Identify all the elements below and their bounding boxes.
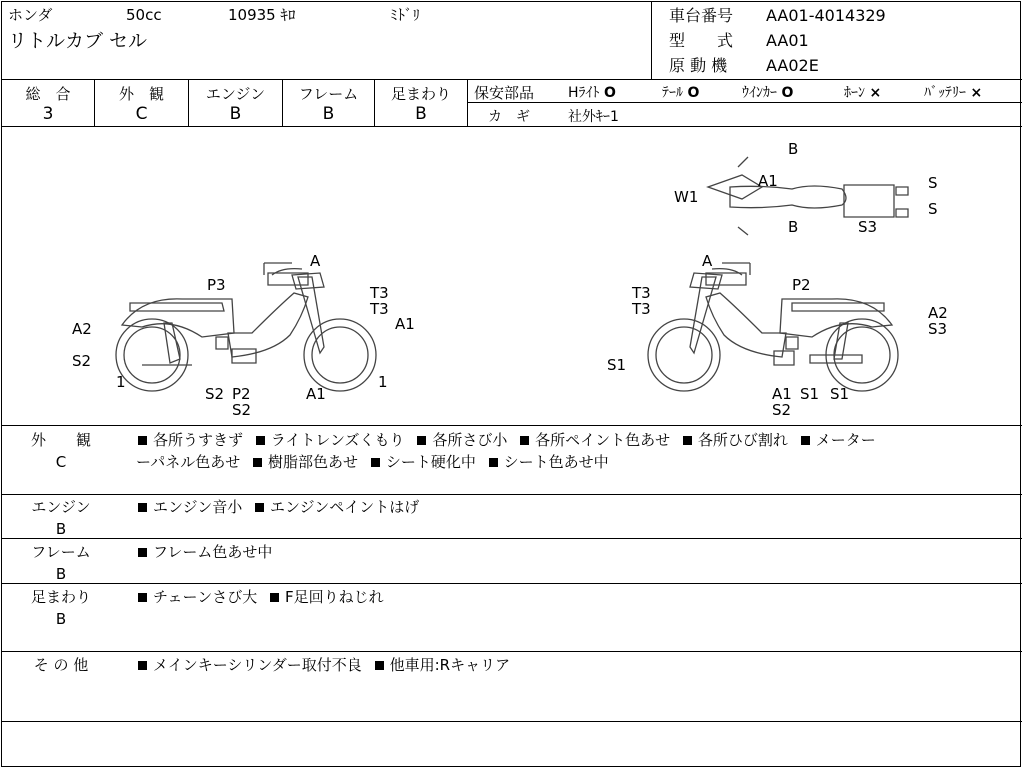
- damage-label: S2: [205, 385, 225, 403]
- section-items: 各所うすきず ライトレンズくもり 各所さび小 各所ペイント色あせ 各所ひび割れ メーター ーパネル色あせ 樹脂部色あせ シート硬化中 シート色あせ中: [136, 431, 876, 471]
- key-value: 社外ｷｰ1: [568, 109, 619, 125]
- damage-label: S1: [830, 385, 850, 403]
- grade-value: B: [322, 104, 335, 124]
- damage-label: S: [928, 174, 938, 192]
- grade-label: 総 合: [25, 85, 71, 103]
- model-code: AA01: [766, 31, 809, 50]
- key-label: カ ギ: [488, 109, 530, 125]
- damage-label: P3: [207, 276, 226, 294]
- damage-label: T3: [632, 300, 651, 318]
- damage-label: P2: [232, 385, 251, 403]
- grade-appearance: [95, 80, 188, 126]
- safety-item-tail: ﾃｰﾙ O: [662, 85, 700, 101]
- section-label: そ の 他: [33, 656, 89, 674]
- divider: [2, 425, 1022, 426]
- divider: [467, 80, 468, 126]
- section-label: エンジン B: [31, 498, 91, 538]
- damage-label: T3: [370, 300, 389, 318]
- divider: [468, 102, 1022, 103]
- divider: [2, 721, 1022, 722]
- section-items: フレーム色あせ中: [136, 541, 1016, 563]
- grade-frame: [283, 80, 374, 126]
- section-items: メインキーシリンダー取付不良 他車用:Rキャリア: [136, 654, 1016, 676]
- divider: [2, 494, 1022, 495]
- damage-label: A1: [395, 315, 415, 333]
- grade-overall: [2, 80, 94, 126]
- grade-value: C: [135, 104, 148, 124]
- front-wheel: [304, 319, 376, 391]
- mileage: 10935 ｷﾛ: [228, 6, 296, 24]
- engine-label: 原 動 機: [669, 56, 728, 75]
- damage-label: W1: [674, 188, 699, 206]
- damage-label: A1: [772, 385, 792, 403]
- damage-label: S: [928, 200, 938, 218]
- divider: [2, 583, 1022, 584]
- damage-label: A2: [928, 304, 948, 322]
- frame-no: AA01-4014329: [766, 6, 886, 25]
- damage-label: T3: [632, 284, 651, 302]
- damage-label: P2: [792, 276, 811, 294]
- damage-label: 1: [116, 373, 126, 391]
- damage-label: A1: [758, 172, 778, 190]
- grade-label: 足まわり: [390, 85, 451, 103]
- rear-wheel: [116, 319, 188, 391]
- damage-label: A1: [306, 385, 326, 403]
- damage-label: S2: [72, 352, 92, 370]
- damage-label: A2: [72, 320, 92, 338]
- damage-label: S2: [772, 401, 792, 419]
- displacement: 50cc: [126, 6, 162, 24]
- model-name: リトルカブ セル: [8, 30, 148, 52]
- damage-label: S1: [800, 385, 820, 403]
- damage-label: B: [788, 218, 799, 236]
- section-label: 足まわり B: [30, 588, 91, 628]
- damage-label: B: [788, 140, 799, 158]
- status-mark: ×: [869, 85, 882, 101]
- damage-label: A: [702, 252, 713, 270]
- vehicle-summary: [2, 2, 652, 79]
- model-label: 型 式: [669, 31, 734, 50]
- divider: [2, 651, 1022, 652]
- safety-item-headlight: Hﾗｲﾄ O: [568, 85, 616, 101]
- status-mark: ×: [970, 85, 983, 101]
- safety-label: 保安部品: [474, 84, 535, 102]
- safety-item-horn: ﾎｰﾝ ×: [844, 85, 882, 101]
- section-items: エンジン音小 エンジンペイントはげ: [136, 496, 1016, 518]
- grade-value: 3: [42, 104, 54, 124]
- damage-diagram: [2, 127, 1022, 425]
- front-wheel: [648, 319, 720, 391]
- grade-suspension: [375, 80, 467, 126]
- section-label: 外 観 C: [30, 431, 91, 471]
- frame-no-label: 車台番号: [669, 6, 734, 25]
- safety-item-battery: ﾊﾞｯﾃﾘｰ ×: [924, 85, 983, 101]
- grade-label: 外 観: [118, 85, 164, 103]
- damage-label: S3: [928, 320, 948, 338]
- grade-engine: [189, 80, 282, 126]
- damage-label: S3: [858, 218, 878, 236]
- grade-value: B: [229, 104, 242, 124]
- inspection-sheet: [1, 1, 1021, 767]
- engine-code: AA02E: [766, 56, 819, 75]
- grade-value: B: [415, 104, 427, 124]
- status-mark: O: [603, 85, 616, 101]
- status-mark: O: [781, 85, 794, 101]
- color: ﾐﾄﾞﾘ: [390, 6, 421, 24]
- grade-label: エンジン: [205, 85, 266, 103]
- safety-item-winker: ｳｲﾝｶｰ O: [742, 85, 794, 101]
- vehicle-registration: [652, 2, 1022, 79]
- damage-label: A: [310, 252, 321, 270]
- grade-label: フレーム: [298, 85, 359, 103]
- damage-label: S2: [232, 401, 252, 419]
- divider: [2, 538, 1022, 539]
- damage-label: T3: [370, 284, 389, 302]
- damage-label: 1: [378, 373, 388, 391]
- damage-label: S1: [607, 356, 627, 374]
- section-label: フレーム B: [31, 543, 91, 583]
- section-items: チェーンさび大 F足回りねじれ: [136, 586, 1016, 608]
- maker: ホンダ: [8, 6, 53, 24]
- status-mark: O: [687, 85, 700, 101]
